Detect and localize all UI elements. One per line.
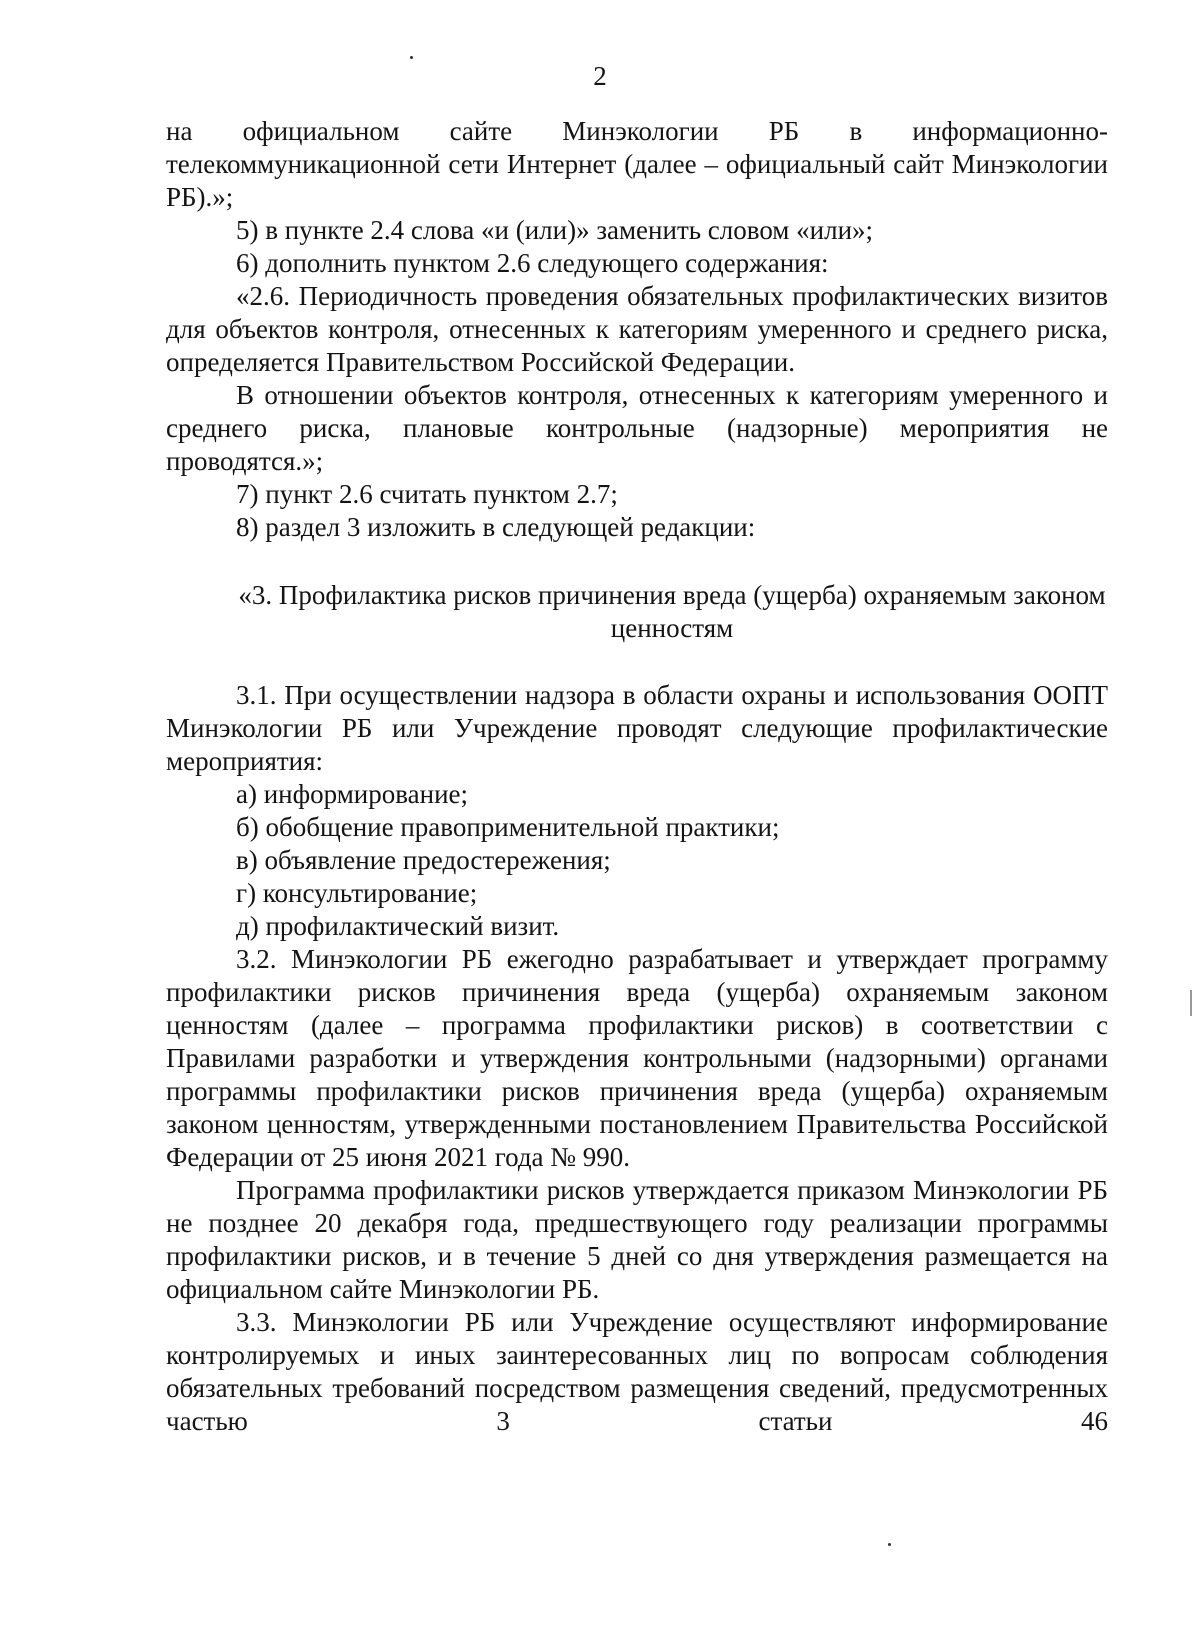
list-item: а) информирование; (236, 779, 469, 809)
scan-speck (888, 1543, 891, 1546)
paragraph-clause-3-2: 3.2. Минэкологии РБ ежегодно разрабатывает и утверждает программу профилактики рисков причинения вреда (ущерба) охраняемым законом ценностям (далее – программа профилактики рисков) в соответствии с Правилами разработки и утверждения контрольными (надзорными) органами программы профилактики рисков причинения вреда (ущерба) охраняемым законом ценностям, утвержденными постановлением Правительства Российской Федерации от 25 июня 2021 года № 990. (166, 944, 1108, 1172)
paragraph-program-approval: Программа профилактики рисков утверждается приказом Минэкологии РБ не позднее 20 декабря года, предшествующего году реализации программы профилактики рисков, и в течение 5 дней со дня утверждения размещается на официальном сайте Минэкологии РБ. (166, 1175, 1108, 1304)
section-3-heading: «3. Профилактика рисков причинения вреда (ущерба) охраняемым законом ценностям (238, 580, 1106, 643)
list-item: б) обобщение правоприменительной практики; (236, 812, 780, 842)
list-item: д) профилактический визит. (236, 911, 560, 941)
paragraph-item-5: 5) в пункте 2.4 слова «и (или)» заменить словом «или»; (236, 215, 874, 245)
page-number: 2 (593, 61, 607, 91)
paragraph-clause-2-6: «2.6. Периодичность проведения обязательных профилактических визитов для объектов контроля, отнесенных к категориям умеренного и среднего риска, определяется Правительством Российской Федерации. (166, 281, 1108, 377)
paragraph-clause-3-1: 3.1. При осуществлении надзора в области охраны и использования ООПТ Минэкологии РБ или Учреждение проводят следующие профилактические мероприятия: (166, 680, 1108, 776)
paragraph-clause-3-3: 3.3. Минэкологии РБ или Учреждение осуществляют информирование контролируемых и иных заинтересованных лиц по вопросам соблюдения обязательных требований посредством размещения сведений, предусмотренных частью 3 статьи 46 (166, 1307, 1108, 1436)
paragraph-item-6: 6) дополнить пунктом 2.6 следующего содержания: (236, 248, 829, 278)
list-item: г) консультирование; (236, 878, 478, 908)
paragraph-clause-2-6-risk: В отношении объектов контроля, отнесенных к категориям умеренного и среднего риска, плановые контрольные (надзорные) мероприятия не проводятся.»; (166, 380, 1108, 476)
scan-edge-mark (1190, 990, 1192, 1016)
paragraph-item-8: 8) раздел 3 изложить в следующей редакции: (236, 512, 756, 542)
document-body (166, 115, 1108, 1438)
paragraph-website-definition: на официальном сайте Минэкологии РБ в информационно-телекоммуникационной сети Интернет (далее – официальный сайт Минэкологии РБ).»; (166, 116, 1108, 212)
paragraph-item-7: 7) пункт 2.6 считать пунктом 2.7; (236, 479, 618, 509)
scan-speck (410, 56, 413, 59)
list-item: в) объявление предостережения; (236, 845, 611, 875)
